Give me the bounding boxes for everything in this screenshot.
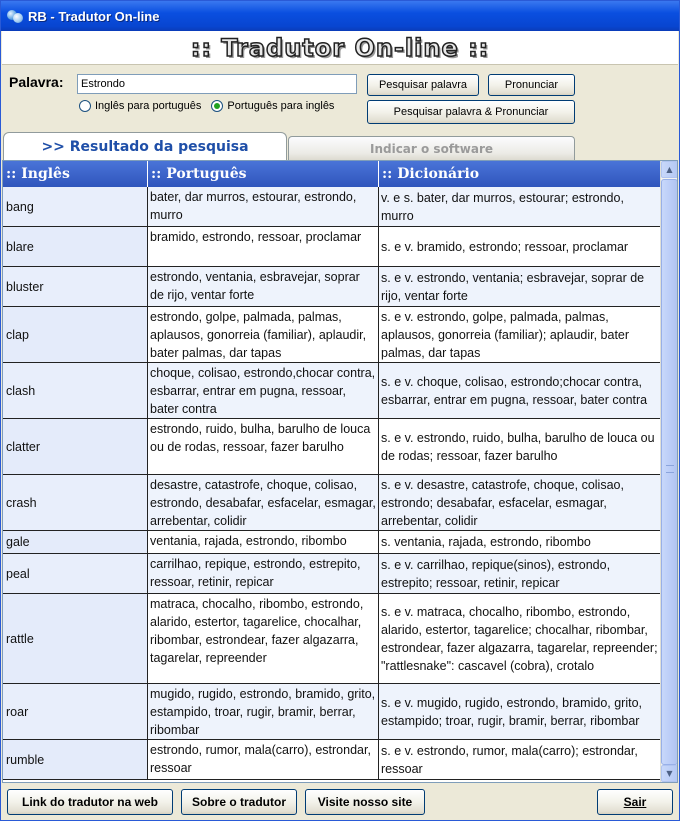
banner-title: :: Tradutor On-line ::: [190, 33, 490, 62]
cell-english[interactable]: gale: [3, 531, 148, 553]
cell-portuguese[interactable]: ventania, rajada, estrondo, ribombo: [148, 531, 379, 553]
radio-pt-en[interactable]: [211, 100, 334, 112]
cell-english[interactable]: clash: [3, 363, 148, 418]
table-row[interactable]: [3, 554, 661, 594]
globe-icon: [6, 8, 24, 24]
cell-dictionary[interactable]: s. e v. matraca, chocalho, ribombo, estrondo, alarido, estertor, tagarelice; chocalhar, ribombar, estrondear, fazer algazarra, tagarelar, repreender; "rattlesnake": cascavel (cobra), crotalo: [379, 594, 661, 683]
tab-results[interactable]: >> Resultado da pesquisa: [3, 132, 287, 160]
cell-english[interactable]: bluster: [3, 267, 148, 306]
table-row[interactable]: [3, 594, 661, 684]
exit-button[interactable]: [597, 789, 673, 815]
exit-button-label: Sair: [623, 795, 647, 809]
radio-en-pt[interactable]: [79, 100, 201, 112]
scrollbar-thumb[interactable]: [661, 179, 678, 765]
cell-dictionary[interactable]: s. e v. estrondo, golpe, palmada, palmas, aplausos, gonorreia (familiar); aplaudir, bater palmas, dar tapas: [379, 307, 661, 362]
cell-english[interactable]: clap: [3, 307, 148, 362]
cell-dictionary[interactable]: s. e v. carrilhao, repique(sinos), estrondo, estrepito; ressoar, retinir, repicar: [379, 554, 661, 593]
results-grid: [2, 160, 678, 783]
cell-english[interactable]: roar: [3, 684, 148, 739]
table-body: [3, 187, 661, 780]
banner: [2, 31, 678, 65]
cell-portuguese[interactable]: bramido, estrondo, ressoar, proclamar: [148, 227, 379, 266]
radio-pt-en-label: Português para inglês: [227, 100, 335, 112]
cell-portuguese[interactable]: desastre, catastrofe, choque, colisao, estrondo, desabafar, esfacelar, esmagar, arrebentar, colidir: [148, 475, 379, 530]
cell-portuguese[interactable]: estrondo, rumor, mala(carro), estrondar, ressoar: [148, 740, 379, 779]
cell-portuguese[interactable]: bater, dar murros, estourar, estrondo, murro: [148, 187, 379, 226]
table-row[interactable]: [3, 475, 661, 531]
pronounce-button[interactable]: Pronunciar: [488, 74, 575, 96]
cell-english[interactable]: clatter: [3, 419, 148, 474]
search-and-pronounce-button[interactable]: Pesquisar palavra & Pronunciar: [367, 100, 575, 124]
cell-english[interactable]: crash: [3, 475, 148, 530]
vertical-scrollbar[interactable]: [660, 161, 677, 782]
cell-english[interactable]: rattle: [3, 594, 148, 683]
cell-dictionary[interactable]: s. e v. desastre, catastrofe, choque, colisao, estrondo; desabafar, esfacelar, esmagar, arrebentar, colidir: [379, 475, 661, 530]
cell-dictionary[interactable]: v. e s. bater, dar murros, estourar; estrondo, murro: [379, 187, 661, 226]
cell-english[interactable]: bang: [3, 187, 148, 226]
cell-english[interactable]: blare: [3, 227, 148, 266]
visit-site-button[interactable]: Visite nosso site: [305, 789, 425, 815]
cell-dictionary[interactable]: s. ventania, rajada, estrondo, ribombo: [379, 531, 661, 553]
table-row[interactable]: [3, 187, 661, 227]
header-portuguese[interactable]: :: Português: [148, 161, 379, 187]
cell-portuguese[interactable]: estrondo, golpe, palmada, palmas, aplausos, gonorreia (familiar), aplaudir, bater palmas, dar tapas: [148, 307, 379, 362]
table-row[interactable]: [3, 740, 661, 780]
cell-dictionary[interactable]: s. e v. estrondo, rumor, mala(carro); estrondar, ressoar: [379, 740, 661, 779]
radio-en-pt-label: Inglês para português: [95, 100, 202, 112]
cell-english[interactable]: peal: [3, 554, 148, 593]
chevron-up-icon[interactable]: ▲: [661, 161, 678, 178]
table-row[interactable]: [3, 267, 661, 307]
title-bar[interactable]: [1, 1, 679, 31]
cell-portuguese[interactable]: carrilhao, repique, estrondo, estrepito, ressoar, retinir, repicar: [148, 554, 379, 593]
word-label: Palavra:: [9, 74, 64, 90]
table-row[interactable]: [3, 307, 661, 363]
results-table: [3, 161, 661, 780]
table-row[interactable]: [3, 227, 661, 267]
about-button[interactable]: Sobre o tradutor: [181, 789, 297, 815]
cell-dictionary[interactable]: s. e v. bramido, estrondo; ressoar, proclamar: [379, 227, 661, 266]
table-row[interactable]: [3, 684, 661, 740]
search-word-button[interactable]: Pesquisar palavra: [367, 74, 479, 96]
cell-english[interactable]: rumble: [3, 740, 148, 779]
table-row[interactable]: [3, 531, 661, 554]
header-dictionary[interactable]: :: Dicionário: [379, 161, 661, 187]
radio-en-pt-circle[interactable]: [79, 100, 91, 112]
header-english[interactable]: :: Inglês: [3, 161, 148, 187]
cell-portuguese[interactable]: estrondo, ventania, esbravejar, soprar de rijo, ventar forte: [148, 267, 379, 306]
cell-dictionary[interactable]: s. e v. mugido, rugido, estrondo, bramido, grito, estampido; troar, rugir, bramir, berrar, ribombar: [379, 684, 661, 739]
cell-portuguese[interactable]: choque, colisao, estrondo,chocar contra, esbarrar, entrar em pugna, ressoar, bater contra: [148, 363, 379, 418]
table-header: [3, 161, 661, 187]
word-input[interactable]: [77, 74, 357, 94]
cell-dictionary[interactable]: s. e v. estrondo, ventania; esbravejar, soprar de rijo, ventar forte: [379, 267, 661, 306]
chevron-down-icon[interactable]: ▼: [661, 765, 678, 782]
cell-portuguese[interactable]: mugido, rugido, estrondo, bramido, grito, estampido, troar, rugir, bramir, berrar, ribombar: [148, 684, 379, 739]
cell-portuguese[interactable]: estrondo, ruido, bulha, barulho de louca ou de rodas, ressoar, fazer barulho: [148, 419, 379, 474]
table-row[interactable]: [3, 419, 661, 475]
cell-dictionary[interactable]: s. e v. choque, colisao, estrondo;chocar contra, esbarrar, entrar em pugna, ressoar, bater contra: [379, 363, 661, 418]
tab-recommend[interactable]: Indicar o software: [288, 136, 575, 160]
direction-radio-group: [79, 100, 344, 112]
cell-portuguese[interactable]: matraca, chocalho, ribombo, estrondo, alarido, estertor, tagarelice, chocalhar, ribombar, estrondear, fazer algazarra, tagarelar, repreender: [148, 594, 379, 683]
radio-pt-en-circle[interactable]: [211, 100, 223, 112]
table-row[interactable]: [3, 363, 661, 419]
window-title: RB - Tradutor On-line: [28, 8, 160, 24]
cell-dictionary[interactable]: s. e v. estrondo, ruido, bulha, barulho de louca ou de rodas; ressoar, fazer barulho: [379, 419, 661, 474]
web-link-button[interactable]: Link do tradutor na web: [7, 789, 173, 815]
